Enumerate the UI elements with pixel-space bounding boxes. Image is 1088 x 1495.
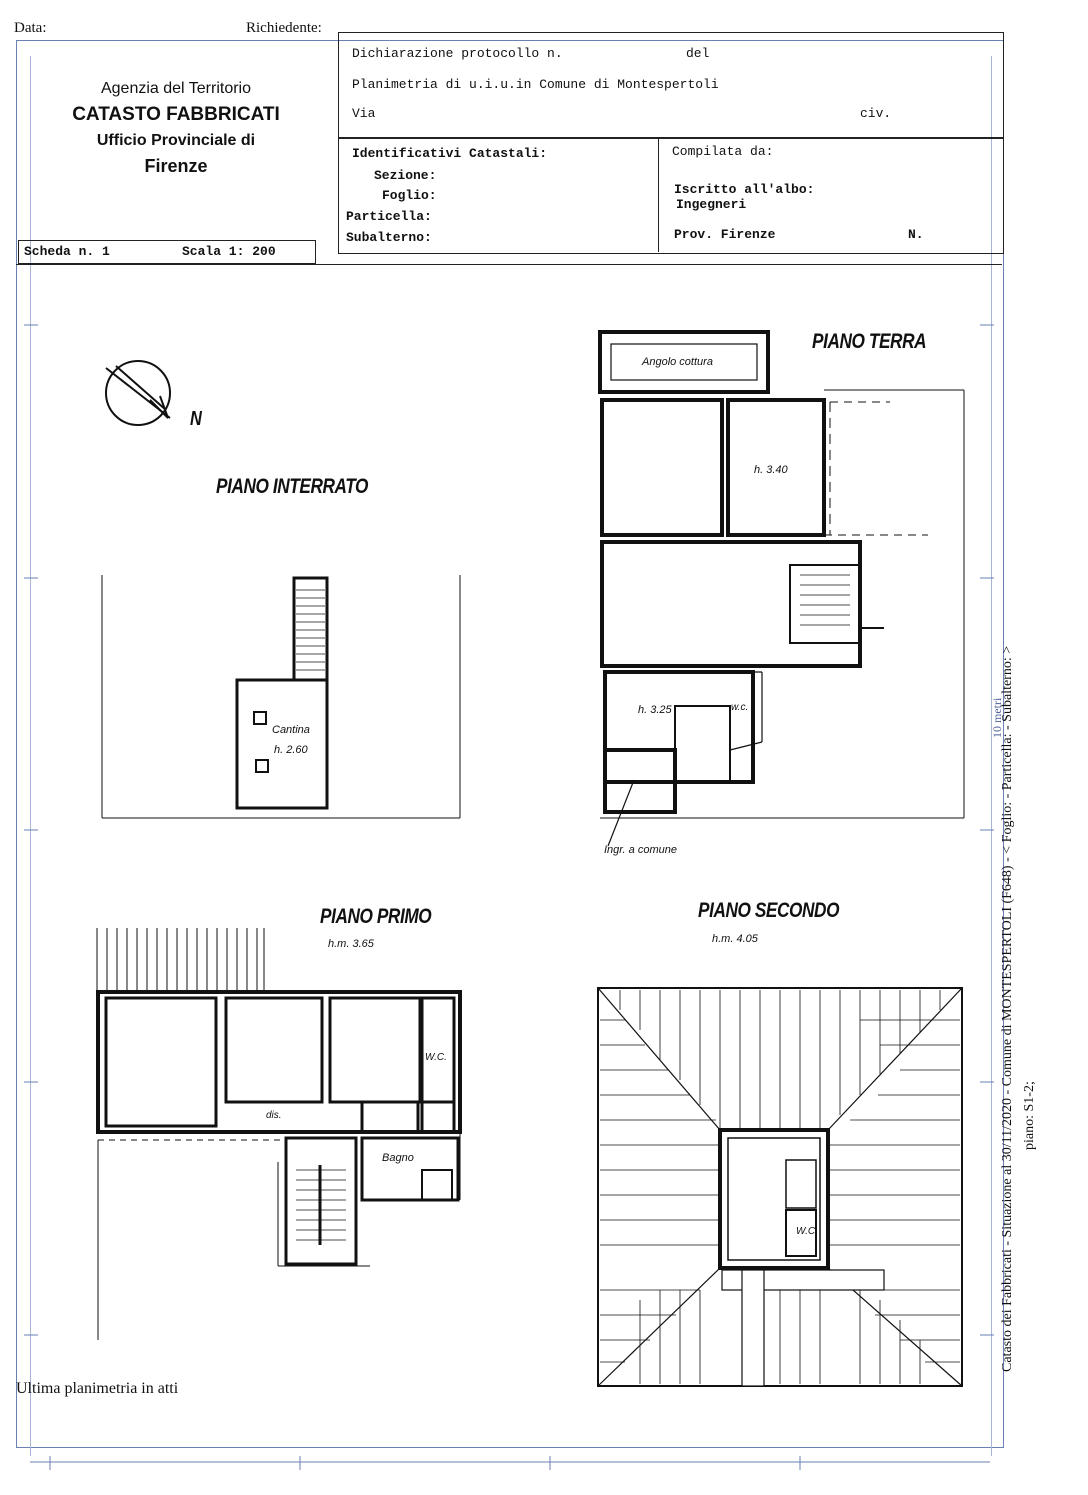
plan-terra-title: PIANO TERRA xyxy=(812,330,927,353)
identifiers-foglio: Foglio: xyxy=(382,188,437,203)
agency-city: Firenze xyxy=(144,156,208,176)
side-cadastre-line: Catasto dei Fabbricati - Situazione al 30/11/2020 - Comune di MONTESPERTOLI (F648) - < Foglio: - Particella: - Subalterno: > xyxy=(1000,645,1015,1372)
plan-secondo-hm: h.m. 4.05 xyxy=(712,933,758,945)
scheda-number: Scheda n. 1 xyxy=(24,244,110,259)
plan-terra xyxy=(600,332,964,846)
identifiers-title: Identificativi Catastali: xyxy=(352,146,548,161)
plan-interrato xyxy=(102,575,460,818)
footer-ultima: Ultima planimetria in atti xyxy=(16,1380,179,1397)
plan-interrato-title: PIANO INTERRATO xyxy=(216,475,369,498)
plan-primo-hm: h.m. 3.65 xyxy=(328,938,374,950)
identifiers-sezione: Sezione: xyxy=(374,168,437,183)
plan-terra-h2: h. 3.25 xyxy=(638,704,672,716)
side-cadastre-floor: piano: S1-2; xyxy=(1022,1081,1037,1150)
compiler-n: N. xyxy=(908,227,924,242)
plan-interrato-room: Cantina xyxy=(272,724,310,736)
agency-catasto: CATASTO FABBRICATI xyxy=(72,104,280,125)
registration-marks xyxy=(24,325,994,1470)
plan-primo-dis: dis. xyxy=(266,1110,282,1121)
declaration-civ: civ. xyxy=(860,106,892,121)
declaration-planimetria: Planimetria di u.i.u.in Comune di Montespertoli xyxy=(352,77,719,92)
plan-primo-title: PIANO PRIMO xyxy=(320,905,432,928)
side-scale-mark: 10 metri xyxy=(990,697,1004,738)
plan-terra-wc: w.c. xyxy=(731,702,749,713)
declaration-protocol: Dichiarazione protocollo n. xyxy=(352,46,563,61)
plan-secondo xyxy=(598,988,962,1386)
plan-terra-cottura: Angolo cottura xyxy=(642,356,713,368)
plan-primo-bagno: Bagno xyxy=(382,1152,414,1164)
north-label: N xyxy=(190,408,202,430)
plan-terra-h1: h. 3.40 xyxy=(754,464,788,476)
declaration-via: Via xyxy=(352,106,376,121)
identifiers-particella: Particella: xyxy=(346,209,432,224)
north-arrow-icon xyxy=(106,361,170,425)
plan-terra-ingresso: Ingr. a comune xyxy=(604,844,677,856)
agency-office: Ufficio Provinciale di xyxy=(96,132,256,149)
plan-interrato-height: h. 2.60 xyxy=(274,744,308,756)
compiler-albo: Ingegneri xyxy=(676,197,747,212)
plan-secondo-title: PIANO SECONDO xyxy=(698,899,840,922)
declaration-del: del xyxy=(686,46,710,61)
plan-primo-wc: W.C. xyxy=(425,1052,447,1063)
scheda-scale: Scala 1: 200 xyxy=(182,244,276,259)
agency-name: Agenzia del Territorio xyxy=(100,80,251,97)
richiedente-label: Richiedente: xyxy=(246,20,322,36)
compiler-prov: Prov. Firenze xyxy=(674,227,776,242)
plan-secondo-wc: W.C. xyxy=(796,1226,818,1237)
compiler-iscritto: Iscritto all'albo: xyxy=(674,182,815,197)
data-label: Data: xyxy=(14,20,47,36)
plan-primo xyxy=(97,928,460,1340)
compiler-compilata: Compilata da: xyxy=(672,144,774,159)
identifiers-subalterno: Subalterno: xyxy=(346,230,432,245)
